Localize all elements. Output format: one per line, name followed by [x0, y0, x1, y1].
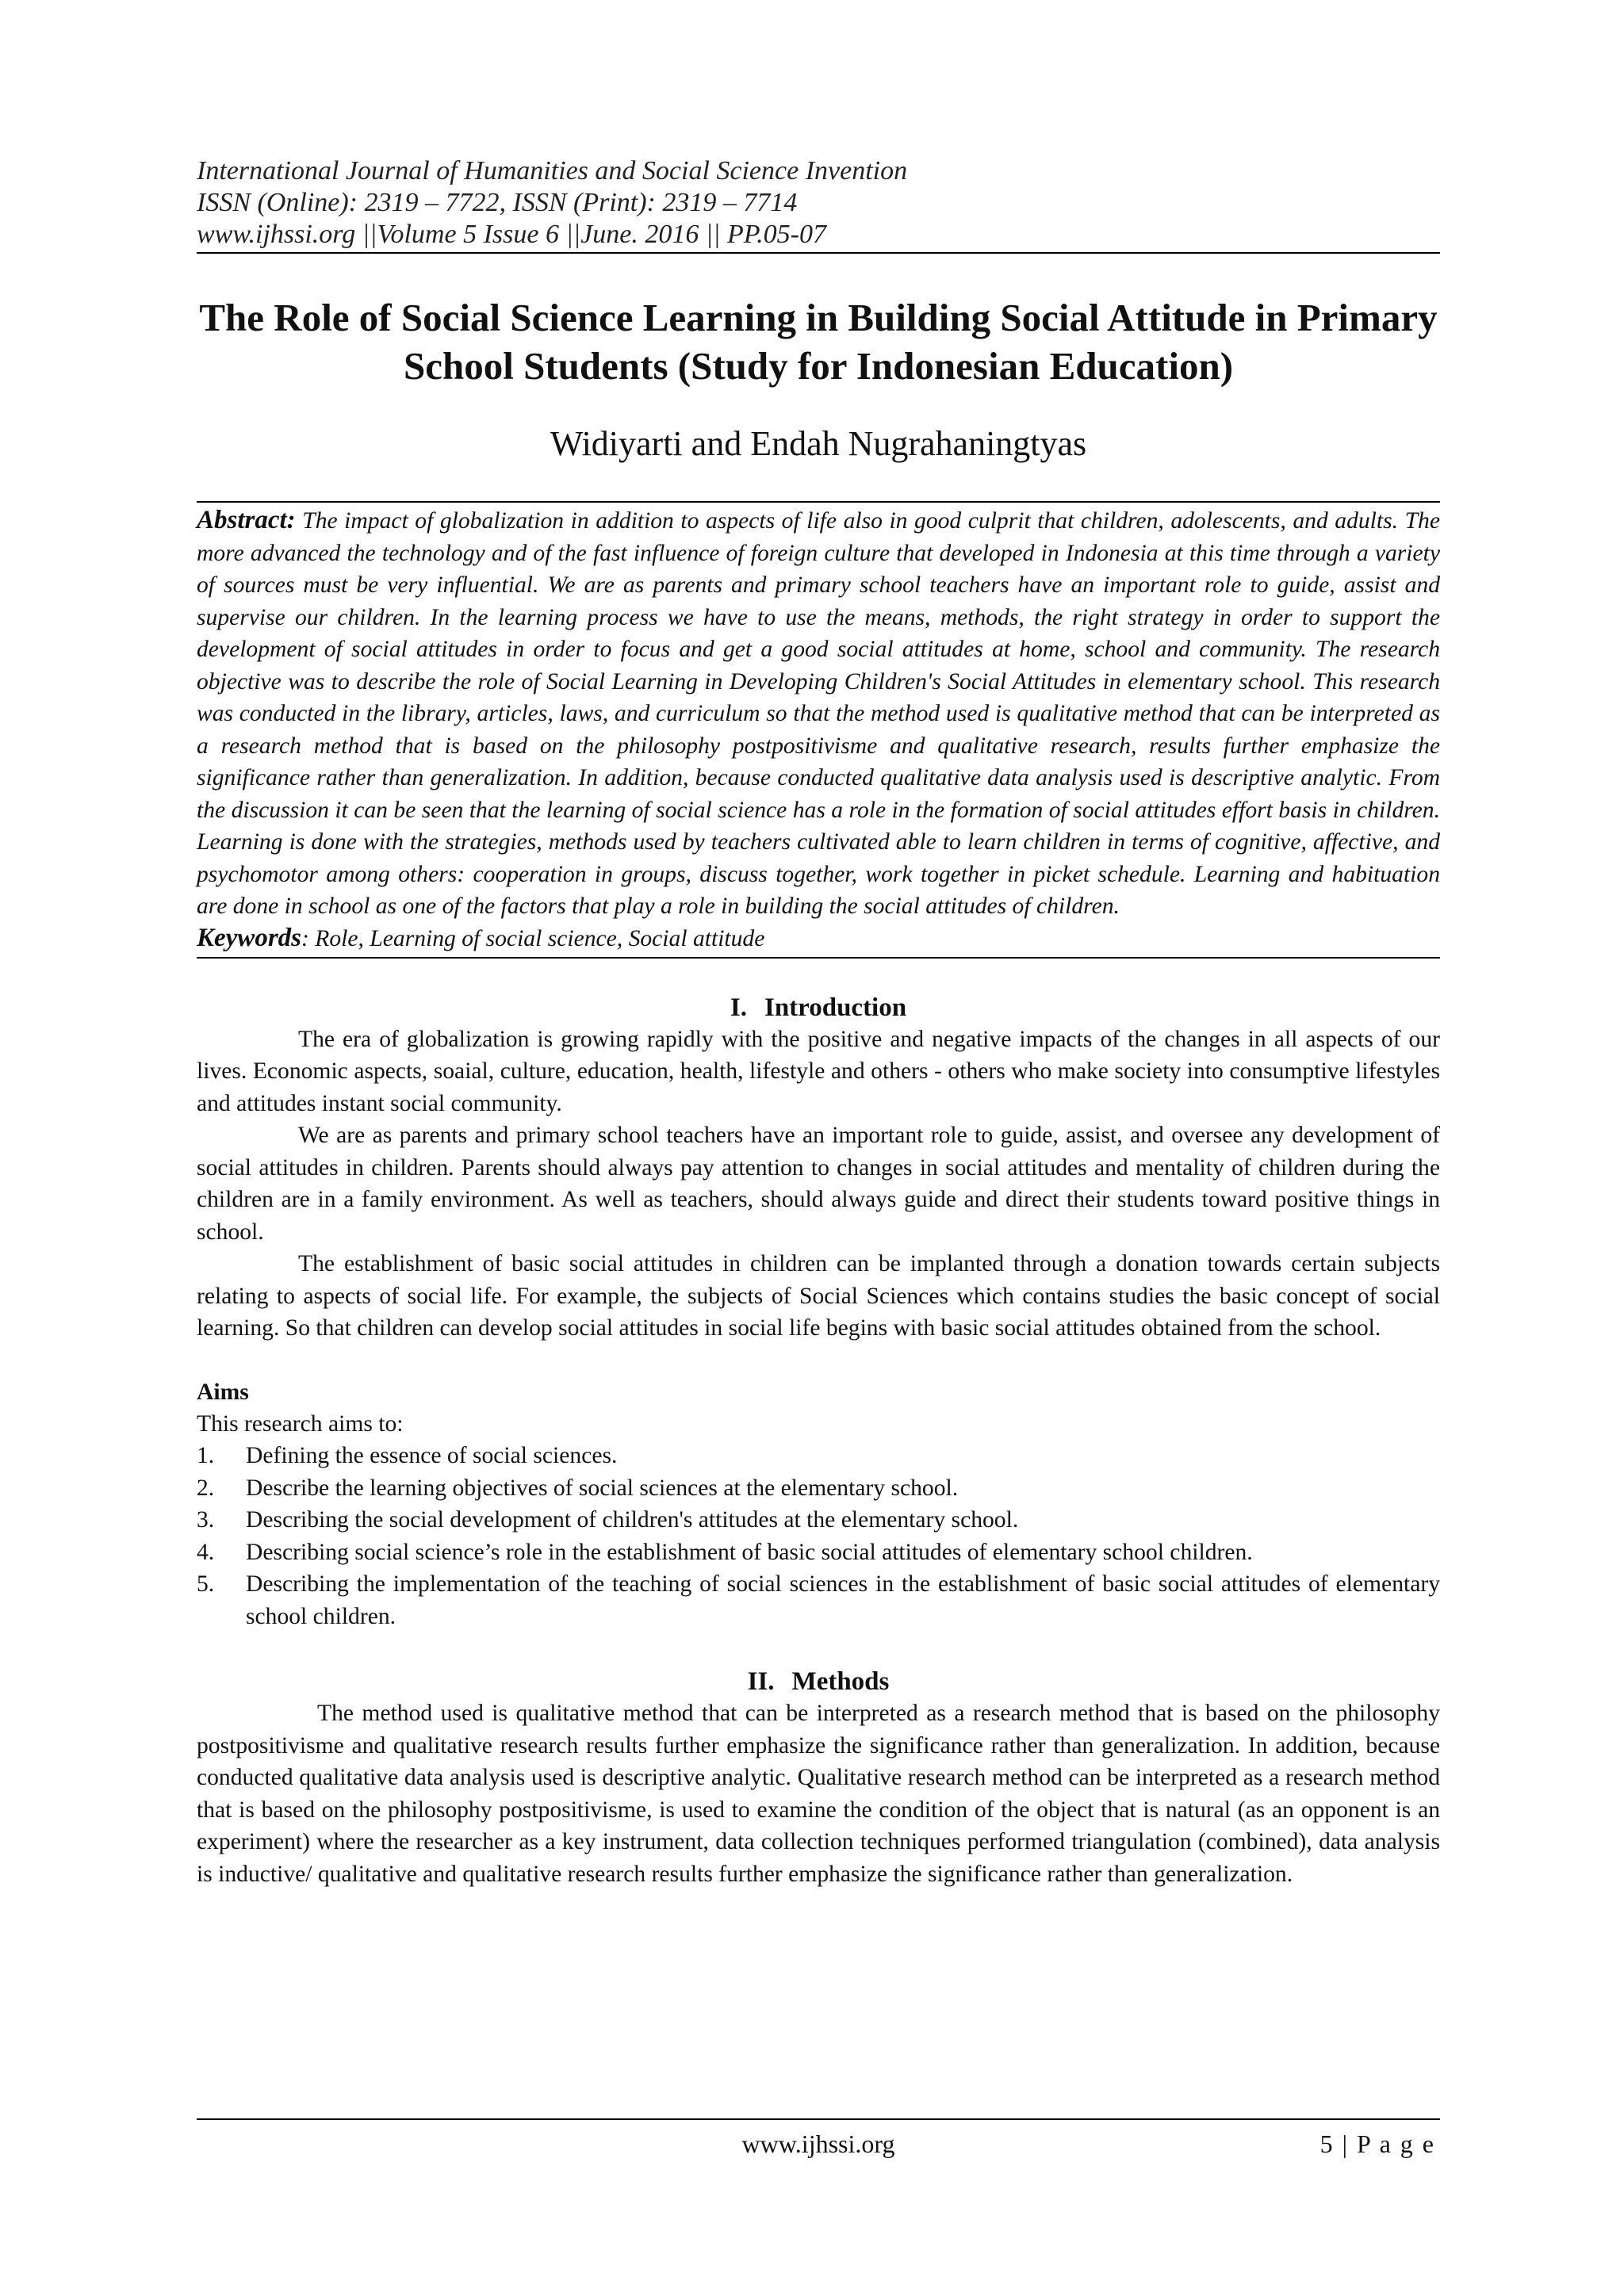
keywords	[197, 923, 1440, 954]
list-item	[197, 1536, 1440, 1569]
keywords-text: : Role, Learning of social science, Social attitude	[301, 925, 765, 951]
list-item-text: Describing the implementation of the teaching of social sciences in the establishment of basic social attitudes of elementary school children.	[246, 1571, 1440, 1629]
list-item-number: 2.	[197, 1475, 215, 1501]
abstract-label: Abstract:	[197, 506, 296, 534]
introduction-paragraph: The establishment of basic social attitudes in children can be implanted through a donation towards certain subjects relating to aspects of social life. For example, the subjects of Social Sciences which contains studies the basic concept of social learning. So that children can develop social attitudes in social life begins with basic social attitudes obtained from the school.	[197, 1251, 1440, 1341]
paper-authors: Widiyarti and Endah Nugrahaningtyas	[550, 424, 1087, 463]
aims-heading: Aims	[197, 1379, 249, 1405]
paper-page	[197, 155, 1440, 1890]
introduction-paragraph: We are as parents and primary school teachers have an important role to guide, assist, and oversee any development of social attitudes in children. Parents should always pay attention to changes in social attitudes and mentality of children during the children are in a family environment. As well as teachers, should always guide and direct their students toward positive things in school.	[197, 1123, 1440, 1245]
methods-title: Methods	[791, 1667, 890, 1696]
list-item-number: 5.	[197, 1571, 215, 1597]
page-number: 5 | P a g e	[1320, 2130, 1435, 2158]
journal-name: International Journal of Humanities and Social Science Invention	[197, 156, 908, 186]
methods-number: II.	[747, 1667, 775, 1696]
journal-issn: ISSN (Online): 2319 – 7722, ISSN (Print): 2319 – 7714	[197, 188, 798, 217]
list-item-number: 4.	[197, 1539, 215, 1565]
page-footer	[197, 2126, 1440, 2161]
list-item-text: Describing the social development of children's attitudes at the elementary school.	[246, 1507, 1019, 1533]
introduction-number: I.	[730, 993, 747, 1022]
list-item	[197, 1504, 1440, 1536]
introduction-title: Introduction	[764, 993, 907, 1022]
aims-list	[197, 1440, 1440, 1632]
abstract-text: The impact of globalization in addition to aspects of life also in good culprit that children, adolescents, and adults. The more advanced the technology and of the fast influence of foreign culture that developed in Indonesia at this time through a variety of sources must be very influential. We are as parents and primary school teachers have an important role to guide, assist and supervise our children. In the learning process we have to use the means, methods, the right strategy in order to support the development of social attitudes in order to focus and get a good social attitudes at home, school and community. The research objective was to describe the role of Social Learning in Developing Children's Social Attitudes in elementary school. This research was conducted in the library, articles, laws, and curriculum so that the method used is qualitative method that can be interpreted as a research method that is based on the philosophy postpositivisme and qualitative research, results further emphasize the significance rather than generalization. In addition, because conducted qualitative data analysis used is descriptive analytic. From the discussion it can be seen that the learning of social science has a role in the formation of social attitudes effort basis in children. Learning is done with the strategies, methods used by teachers cultivated able to learn children in terms of cognitive, affective, and psychomotor among others: cooperation in groups, discuss together, work together in picket schedule. Learning and habituation are done in school as one of the factors that play a role in building the social attitudes of children.	[197, 508, 1440, 919]
journal-issue: www.ijhssi.org ||Volume 5 Issue 6 ||June. 2016 || PP.05-07	[197, 220, 826, 249]
list-item-text: Describing social science’s role in the establishment of basic social attitudes of elementary school children.	[246, 1539, 1253, 1565]
abstract-bottom-divider	[197, 957, 1440, 959]
methods-paragraph: The method used is qualitative method that can be interpreted as a research method that is based on the philosophy postpositivisme and qualitative research results further emphasize the significance rather than generalization. In addition, because conducted qualitative data analysis used is descriptive analytic. Qualitative research method can be interpreted as a research method that is based on the philosophy postpositivisme, is used to examine the condition of the object that is natural (as an opponent is an experiment) where the researcher as a key instrument, data collection techniques performed triangulation (combined), data analysis is inductive/ qualitative and qualitative research results further emphasize the significance rather than generalization.	[197, 1701, 1440, 1887]
keywords-label: Keywords	[197, 923, 301, 952]
abstract-top-divider	[197, 501, 1440, 503]
introduction-paragraph: The era of globalization is growing rapidly with the positive and negative impacts of the changes in all aspects of our lives. Economic aspects, soaial, culture, education, health, lifestyle and others - others who make society into consumptive lifestyles and attitudes instant social community.	[197, 1026, 1440, 1116]
list-item	[197, 1472, 1440, 1505]
list-item-text: Defining the essence of social sciences.	[246, 1443, 618, 1468]
journal-header	[197, 155, 1440, 251]
footer-site: www.ijhssi.org	[741, 2130, 895, 2158]
header-divider	[197, 252, 1440, 254]
introduction-heading	[197, 992, 1440, 1024]
aims-intro: This research aims to:	[197, 1410, 404, 1437]
list-item-text: Describe the learning objectives of social sciences at the elementary school.	[246, 1475, 959, 1501]
abstract	[197, 504, 1440, 923]
footer-divider	[197, 2118, 1440, 2120]
list-item-number: 1.	[197, 1443, 215, 1468]
list-item	[197, 1568, 1440, 1632]
list-item-number: 3.	[197, 1507, 215, 1533]
paper-title: The Role of Social Science Learning in Building Social Attitude in Primary School Students (Study for Indonesian Education)	[199, 296, 1438, 388]
list-item	[197, 1440, 1440, 1472]
methods-heading	[197, 1666, 1440, 1697]
